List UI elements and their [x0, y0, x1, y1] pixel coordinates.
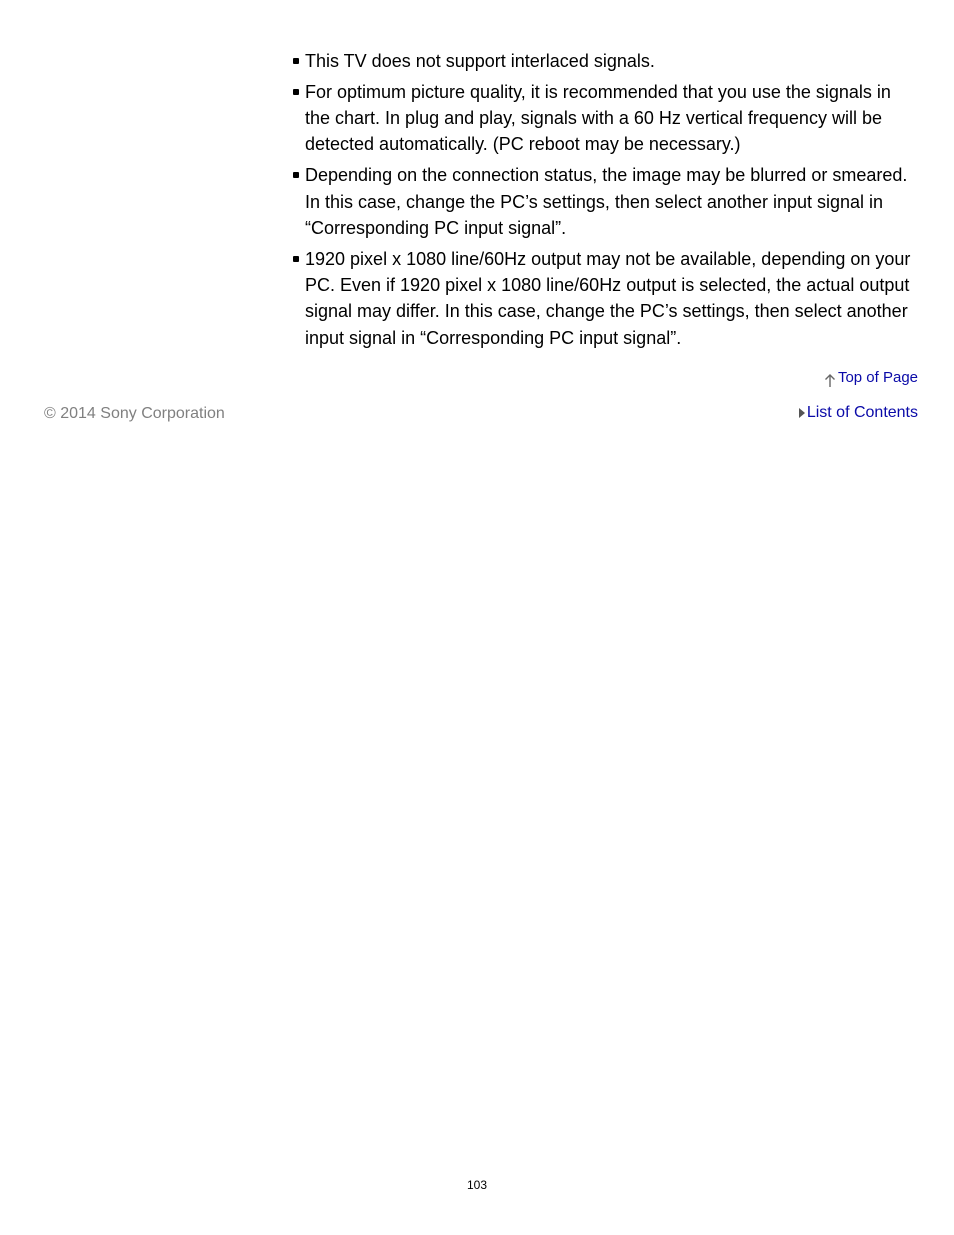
- copyright-text: © 2014 Sony Corporation: [44, 405, 225, 422]
- bullet-icon: [293, 172, 299, 178]
- note-text: This TV does not support interlaced signals.: [305, 51, 655, 71]
- bullet-icon: [293, 256, 299, 262]
- note-item: [292, 246, 918, 351]
- note-text: 1920 pixel x 1080 line/60Hz output may not be available, depending on your PC. Even if 1920 pixel x 1080 line/60Hz output is selected, the actual output signal may differ. In this case, change the PC’s settings, then select another input signal in “Corresponding PC input signal”.: [305, 248, 911, 348]
- top-of-page-link[interactable]: [823, 368, 918, 388]
- page-number: 103: [466, 1178, 488, 1192]
- note-item: [292, 79, 918, 158]
- note-text: For optimum picture quality, it is recommended that you use the signals in the chart. In plug and play, signals with a 60 Hz vertical frequency will be detected automatically. (PC reboot may be necessary.): [305, 81, 891, 155]
- list-of-contents-link[interactable]: [798, 402, 918, 424]
- note-item: [292, 162, 918, 241]
- notes-list: [292, 48, 918, 356]
- note-text: Depending on the connection status, the image may be blurred or smeared. In this case, change the PC’s settings, then select another input signal in “Corresponding PC input signal”.: [305, 165, 908, 238]
- bullet-icon: [293, 89, 299, 95]
- right-triangle-icon: [798, 406, 806, 420]
- top-of-page-label: Top of Page: [837, 369, 918, 386]
- bullet-icon: [293, 58, 299, 64]
- list-of-contents-label: List of Contents: [806, 404, 918, 421]
- up-arrow-icon: [823, 372, 837, 388]
- note-item: [292, 48, 918, 74]
